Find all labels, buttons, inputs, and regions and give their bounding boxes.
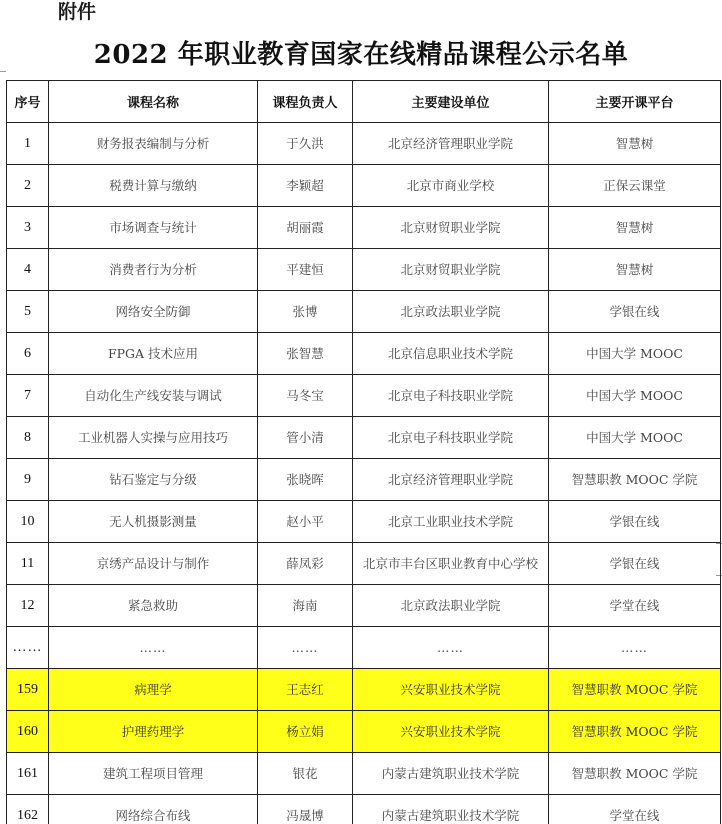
serial-no-cell: 7 <box>7 375 49 417</box>
course-name-cell: 市场调查与统计 <box>49 207 258 249</box>
course-leader-cell: 胡丽霞 <box>258 207 353 249</box>
main-unit-cell: 北京政法职业学院 <box>353 291 549 333</box>
course-leader-cell: 平建恒 <box>258 249 353 291</box>
course-name-cell: 钻石鉴定与分级 <box>49 459 258 501</box>
main-unit-cell: 北京经济管理职业学院 <box>353 459 549 501</box>
serial-no-cell: 12 <box>7 585 49 627</box>
header-main-unit: 主要建设单位 <box>353 81 549 123</box>
main-unit-cell: 北京电子科技职业学院 <box>353 375 549 417</box>
main-unit-cell: 北京财贸职业学院 <box>353 207 549 249</box>
main-unit-cell: 北京工业职业技术学院 <box>353 501 549 543</box>
course-name-cell: 建筑工程项目管理 <box>49 753 258 795</box>
table-row <box>7 417 721 459</box>
attachment-label: 附件 <box>58 1 97 23</box>
course-leader-cell: …… <box>258 627 353 669</box>
course-leader-cell: 张博 <box>258 291 353 333</box>
platform-cell: 智慧职教 MOOC 学院 <box>549 711 721 753</box>
header-main-platform: 主要开课平台 <box>549 81 721 123</box>
platform-cell: 学银在线 <box>549 291 721 333</box>
serial-no-cell: 6 <box>7 333 49 375</box>
serial-no-cell: 162 <box>7 795 49 824</box>
course-leader-cell: 李颖超 <box>258 165 353 207</box>
platform-cell: 学堂在线 <box>549 585 721 627</box>
serial-no-cell: 1 <box>7 123 49 165</box>
serial-no-cell: 10 <box>7 501 49 543</box>
serial-no-cell: 161 <box>7 753 49 795</box>
course-leader-cell: 杨立娟 <box>258 711 353 753</box>
header-serial-no: 序号 <box>7 81 49 123</box>
course-leader-cell: 管小清 <box>258 417 353 459</box>
table-row <box>7 165 721 207</box>
serial-no-cell: 2 <box>7 165 49 207</box>
main-unit-cell: 兴安职业技术学院 <box>353 711 549 753</box>
course-leader-cell: 银花 <box>258 753 353 795</box>
course-leader-cell: 张晓晖 <box>258 459 353 501</box>
main-unit-cell: 北京市商业学校 <box>353 165 549 207</box>
serial-no-cell: 3 <box>7 207 49 249</box>
course-name-cell: 京绣产品设计与制作 <box>49 543 258 585</box>
platform-cell: 智慧树 <box>549 207 721 249</box>
course-leader-cell: 薛凤彩 <box>258 543 353 585</box>
main-unit-cell: 北京经济管理职业学院 <box>353 123 549 165</box>
platform-cell: 学银在线 <box>549 543 721 585</box>
table-row <box>7 333 721 375</box>
course-name-cell: 税费计算与缴纳 <box>49 165 258 207</box>
platform-cell: 智慧树 <box>549 123 721 165</box>
table-row <box>7 543 721 585</box>
table-row <box>7 669 721 711</box>
document-title: 2022 年职业教育国家在线精品课程公示名单 <box>93 40 629 70</box>
platform-cell: 学堂在线 <box>549 795 721 824</box>
main-unit-cell: 北京信息职业技术学院 <box>353 333 549 375</box>
course-leader-cell: 冯晟博 <box>258 795 353 824</box>
table-row <box>7 795 721 824</box>
main-unit-cell: …… <box>353 627 549 669</box>
main-unit-cell: 北京电子科技职业学院 <box>353 417 549 459</box>
main-unit-cell: 北京财贸职业学院 <box>353 249 549 291</box>
table-row <box>7 123 721 165</box>
course-name-cell: 消费者行为分析 <box>49 249 258 291</box>
serial-no-cell: …… <box>7 627 49 669</box>
serial-no-cell: 5 <box>7 291 49 333</box>
course-name-cell: 网络安全防御 <box>49 291 258 333</box>
course-name-cell: …… <box>49 627 258 669</box>
course-name-cell: 护理药理学 <box>49 711 258 753</box>
page-edge-mark-left <box>0 71 6 72</box>
header-course-leader: 课程负责人 <box>258 81 353 123</box>
platform-cell: 智慧树 <box>549 249 721 291</box>
platform-cell: 智慧职教 MOOC 学院 <box>549 669 721 711</box>
serial-no-cell: 11 <box>7 543 49 585</box>
main-unit-cell: 北京政法职业学院 <box>353 585 549 627</box>
course-name-cell: 自动化生产线安装与调试 <box>49 375 258 417</box>
platform-cell: …… <box>549 627 721 669</box>
platform-cell: 智慧职教 MOOC 学院 <box>549 459 721 501</box>
platform-cell: 中国大学 MOOC <box>549 333 721 375</box>
platform-cell: 中国大学 MOOC <box>549 375 721 417</box>
main-unit-cell: 兴安职业技术学院 <box>353 669 549 711</box>
course-leader-cell: 海南 <box>258 585 353 627</box>
serial-no-cell: 160 <box>7 711 49 753</box>
course-name-cell: 无人机摄影测量 <box>49 501 258 543</box>
serial-no-cell: 4 <box>7 249 49 291</box>
table-row <box>7 459 721 501</box>
course-leader-cell: 王志红 <box>258 669 353 711</box>
course-name-cell: 网络综合布线 <box>49 795 258 824</box>
course-leader-cell: 张智慧 <box>258 333 353 375</box>
table-header-row <box>7 81 721 123</box>
table-row <box>7 207 721 249</box>
serial-no-cell: 9 <box>7 459 49 501</box>
platform-cell: 学银在线 <box>549 501 721 543</box>
platform-cell: 中国大学 MOOC <box>549 417 721 459</box>
table-row <box>7 501 721 543</box>
platform-cell: 智慧职教 MOOC 学院 <box>549 753 721 795</box>
table-row <box>7 375 721 417</box>
course-name-cell: 病理学 <box>49 669 258 711</box>
main-unit-cell: 北京市丰台区职业教育中心学校 <box>353 543 549 585</box>
table-row <box>7 249 721 291</box>
table-row <box>7 585 721 627</box>
table-row <box>7 291 721 333</box>
course-leader-cell: 于久洪 <box>258 123 353 165</box>
main-unit-cell: 内蒙古建筑职业技术学院 <box>353 753 549 795</box>
course-leader-cell: 马冬宝 <box>258 375 353 417</box>
table-row <box>7 711 721 753</box>
table-row <box>7 627 721 669</box>
course-name-cell: 紧急救助 <box>49 585 258 627</box>
serial-no-cell: 159 <box>7 669 49 711</box>
course-name-cell: FPGA 技术应用 <box>49 333 258 375</box>
main-unit-cell: 内蒙古建筑职业技术学院 <box>353 795 549 824</box>
platform-cell: 正保云课堂 <box>549 165 721 207</box>
course-leader-cell: 赵小平 <box>258 501 353 543</box>
table-body <box>7 123 721 824</box>
header-course-name: 课程名称 <box>49 81 258 123</box>
course-name-cell: 工业机器人实操与应用技巧 <box>49 417 258 459</box>
course-list-table <box>6 80 721 824</box>
table-row <box>7 753 721 795</box>
course-name-cell: 财务报表编制与分析 <box>49 123 258 165</box>
serial-no-cell: 8 <box>7 417 49 459</box>
